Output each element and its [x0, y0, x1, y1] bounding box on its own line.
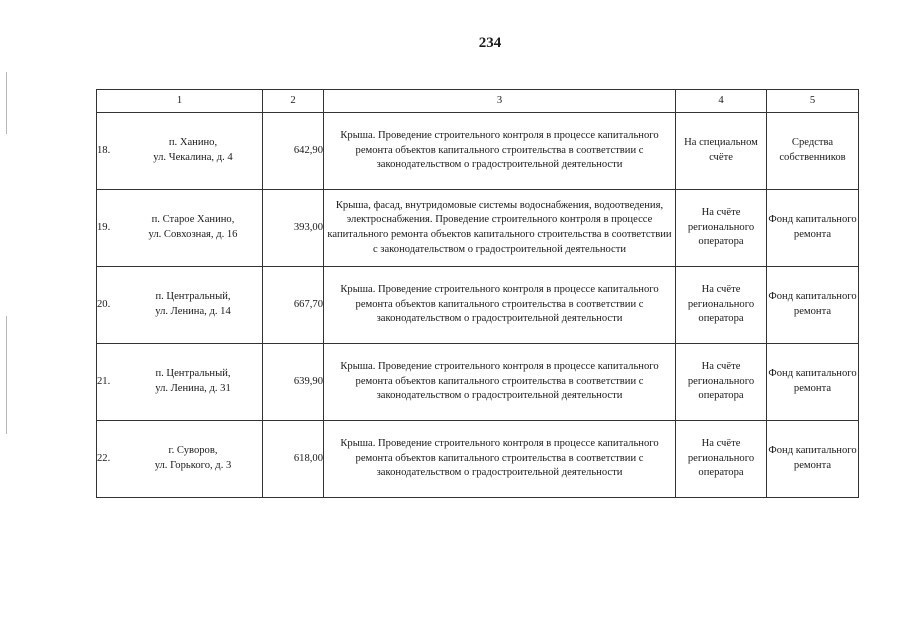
address-cell — [97, 113, 263, 190]
account-cell: На счёте регионального оператора — [676, 344, 767, 421]
row-number: 19. — [97, 222, 111, 234]
column-header: 4 — [676, 90, 767, 113]
address-street: ул. Совхозная, д. 16 — [148, 229, 238, 240]
address — [137, 367, 249, 396]
funding-source-cell: Фонд капитального ремонта — [767, 267, 859, 344]
address-settlement: п. Центральный, — [155, 291, 231, 303]
address — [137, 290, 249, 319]
account-cell: На специальном счёте — [676, 113, 767, 190]
table-header-row — [97, 90, 859, 113]
works-cell: Крыша. Проведение строительного контроля в процессе капитального ремонта объектов капитального строительства в соответствии с законодательством о градостроительной деятельности — [324, 267, 676, 344]
row-number: 20. — [97, 299, 111, 311]
account-cell: На счёте регионального оператора — [676, 267, 767, 344]
row-number: 21. — [97, 376, 111, 388]
funding-source-cell: Фонд капитального ремонта — [767, 190, 859, 267]
repair-works-table — [96, 89, 859, 498]
works-cell: Крыша, фасад, внутридомовые системы водоснабжения, водоотведения, электроснабжения. Проведение строительного контроля в процессе капитального ремонта объектов капитального строительства в соответствии с законодательством о градостроительной деятельности — [324, 190, 676, 267]
funding-source-cell: Фонд капитального ремонта — [767, 344, 859, 421]
address-cell — [97, 421, 263, 498]
works-cell: Крыша. Проведение строительного контроля в процессе капитального ремонта объектов капитального строительства в соответствии с законодательством о градостроительной деятельности — [324, 344, 676, 421]
table-row — [97, 344, 859, 421]
works-cell: Крыша. Проведение строительного контроля в процессе капитального ремонта объектов капитального строительства в соответствии с законодательством о градостроительной деятельности — [324, 421, 676, 498]
area-cell: 393,00 — [263, 190, 324, 267]
address-settlement: п. Старое Ханино, — [151, 214, 235, 226]
address-settlement: п. Ханино, — [168, 137, 218, 149]
area-cell: 618,00 — [263, 421, 324, 498]
scan-edge-mark — [6, 72, 7, 134]
column-header: 2 — [263, 90, 324, 113]
table-row — [97, 190, 859, 267]
address-settlement: п. Центральный, — [155, 368, 231, 380]
table-row — [97, 113, 859, 190]
row-number: 22. — [97, 453, 111, 465]
column-header: 5 — [767, 90, 859, 113]
address-cell — [97, 344, 263, 421]
area-cell: 639,90 — [263, 344, 324, 421]
address-street: ул. Ленина, д. 14 — [155, 306, 231, 317]
address-settlement: г. Суворов, — [168, 445, 218, 457]
column-header: 3 — [324, 90, 676, 113]
row-number: 18. — [97, 145, 111, 157]
address-cell — [97, 267, 263, 344]
address-street: ул. Горького, д. 3 — [154, 460, 232, 471]
area-cell: 667,70 — [263, 267, 324, 344]
address — [137, 213, 249, 242]
address — [137, 444, 249, 473]
address-street: ул. Ленина, д. 31 — [155, 383, 231, 394]
address-cell — [97, 190, 263, 267]
address-street: ул. Чекалина, д. 4 — [153, 152, 233, 163]
table-row — [97, 421, 859, 498]
works-cell: Крыша. Проведение строительного контроля в процессе капитального ремонта объектов капитального строительства в соответствии с законодательством о градостроительной деятельности — [324, 113, 676, 190]
scan-edge-mark — [6, 316, 7, 434]
address — [137, 136, 249, 165]
account-cell: На счёте регионального оператора — [676, 190, 767, 267]
column-header: 1 — [97, 90, 263, 113]
table-row — [97, 267, 859, 344]
funding-source-cell: Фонд капитального ремонта — [767, 421, 859, 498]
account-cell: На счёте регионального оператора — [676, 421, 767, 498]
page-number: 234 — [478, 35, 502, 51]
funding-source-cell: Средства собственников — [767, 113, 859, 190]
area-cell: 642,90 — [263, 113, 324, 190]
